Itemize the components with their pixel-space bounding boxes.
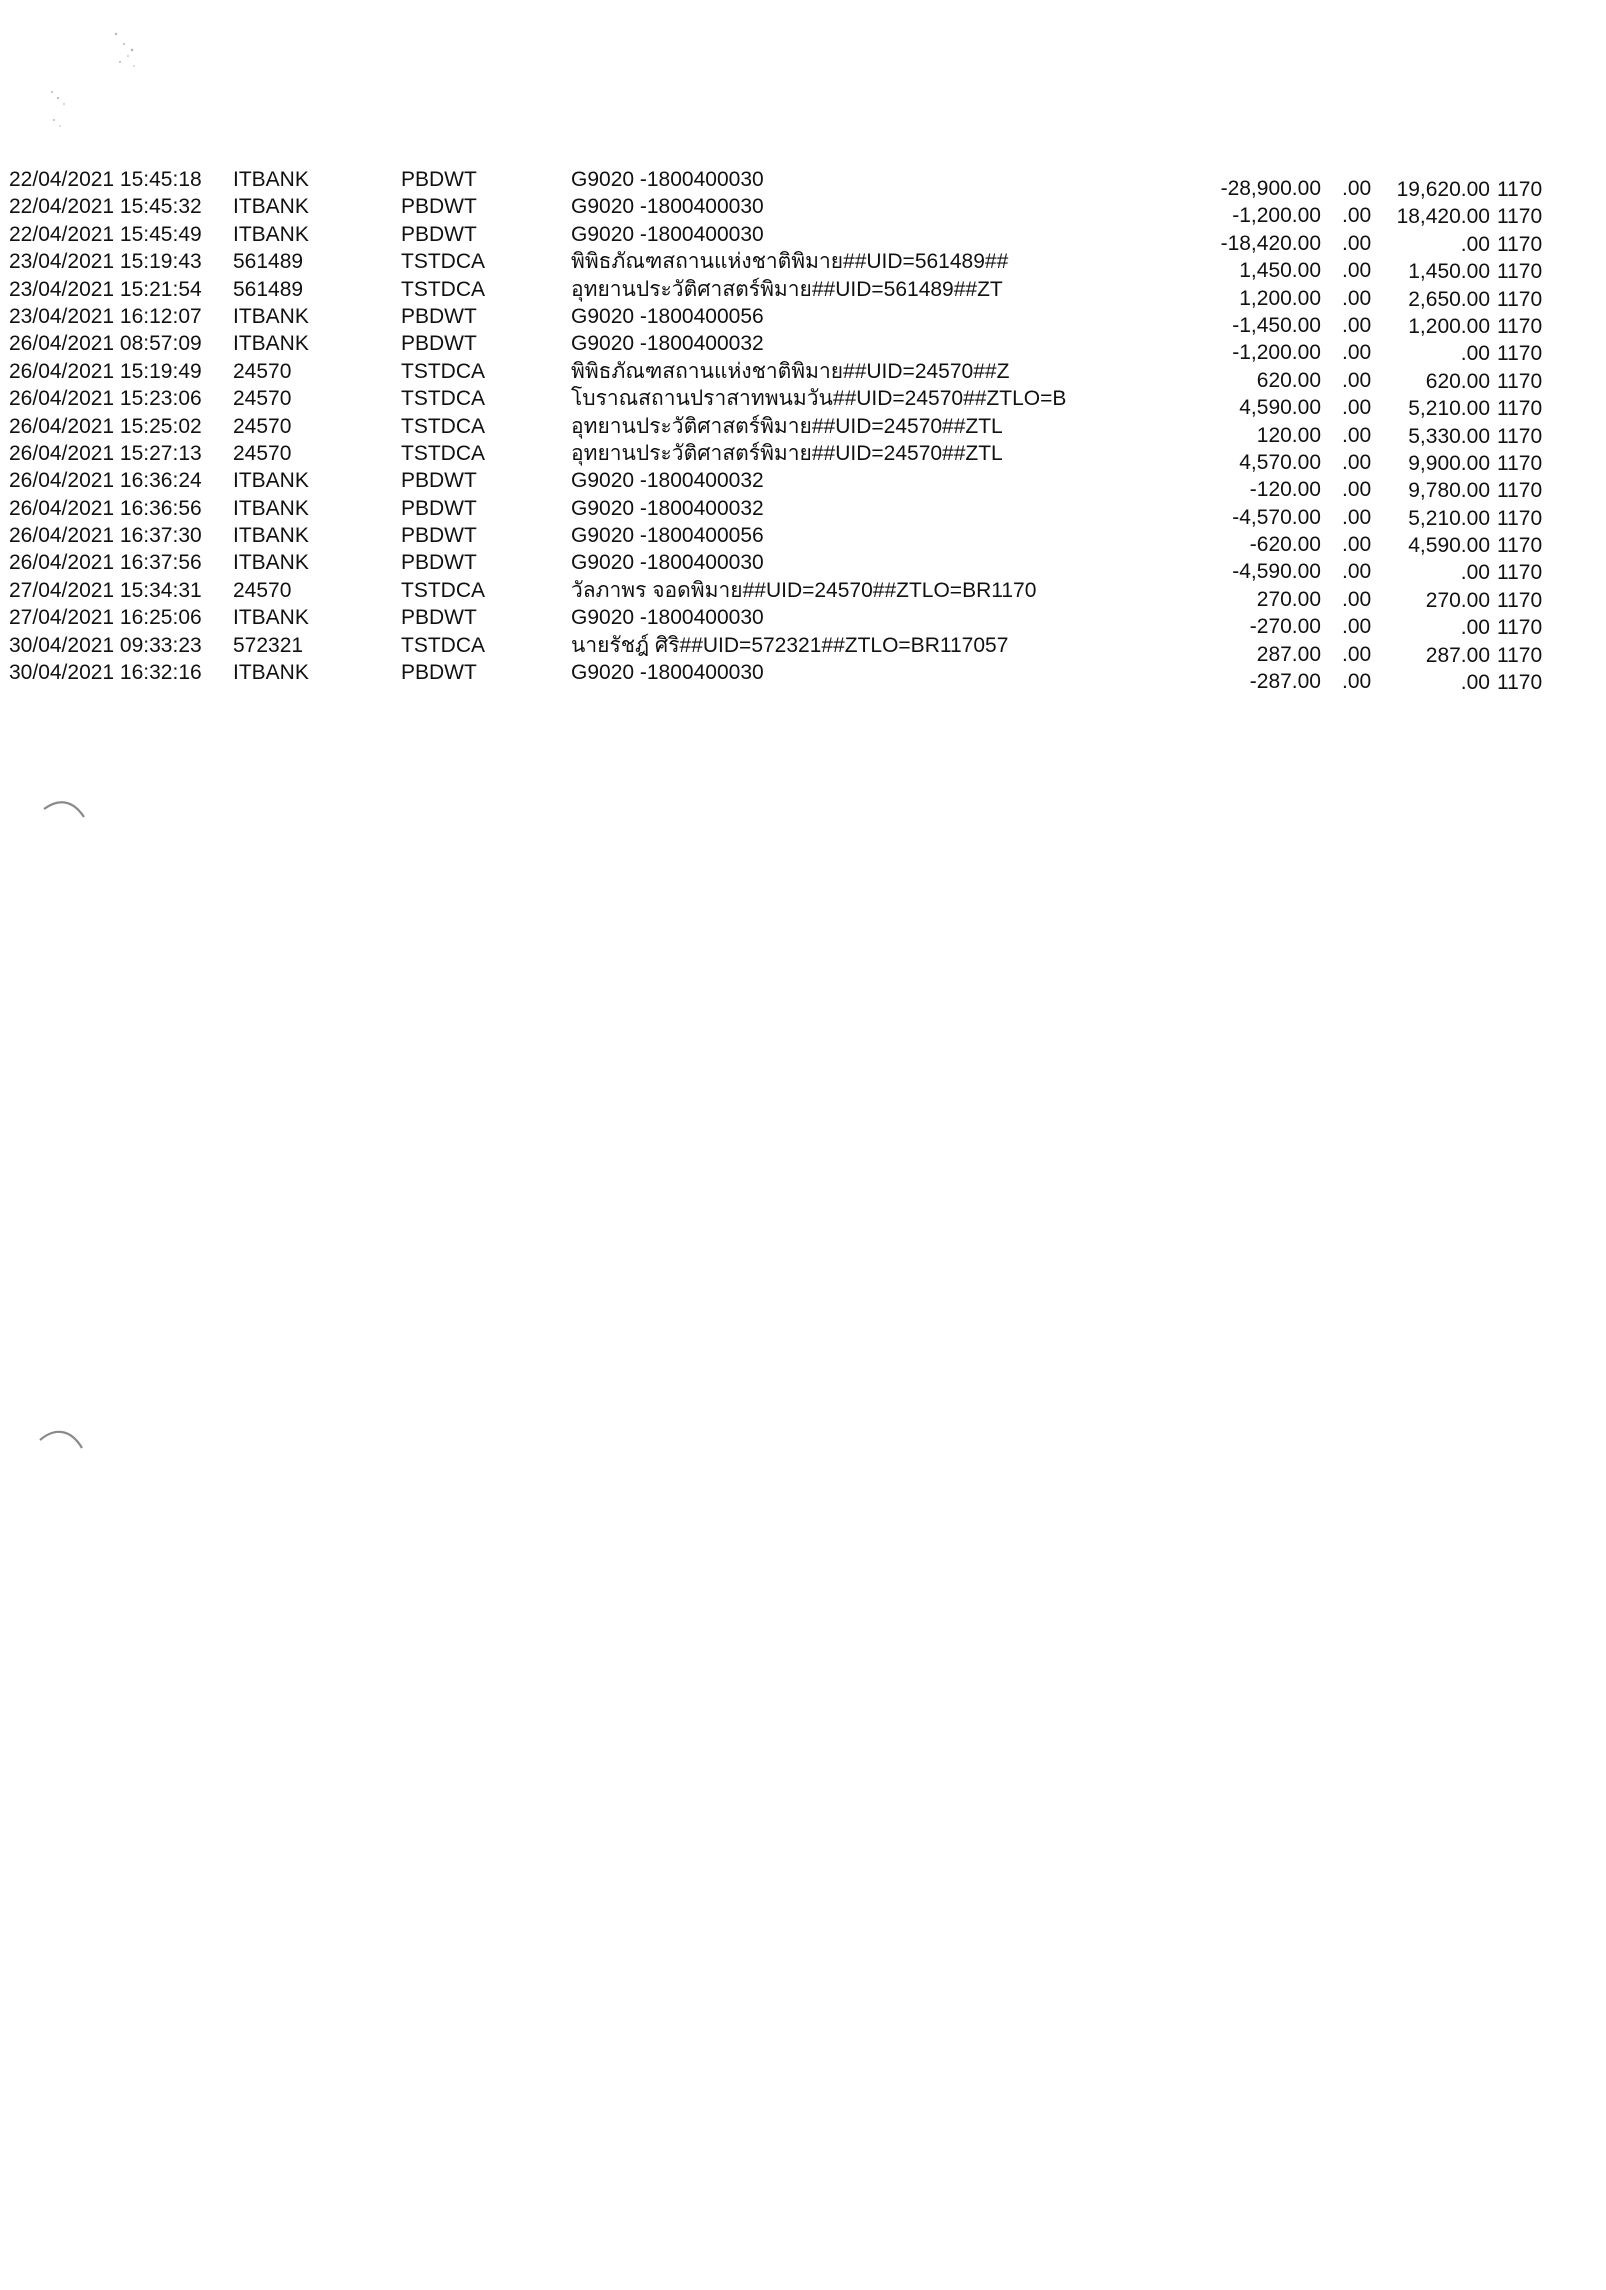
transaction-balance: 1,200.00 bbox=[1408, 314, 1490, 338]
transaction-datetime: 30/04/2021 09:33:23 bbox=[9, 633, 202, 657]
transaction-description: G9020 -1800400032 bbox=[571, 496, 764, 520]
transaction-zero-column: .00 bbox=[1342, 615, 1372, 639]
transaction-code: PBDWT bbox=[401, 524, 477, 548]
transaction-user: ITBANK bbox=[233, 524, 309, 548]
transaction-balance: 287.00 bbox=[1425, 643, 1490, 667]
transaction-branch: 1170 bbox=[1497, 369, 1543, 393]
transaction-datetime: 26/04/2021 15:25:02 bbox=[9, 414, 202, 438]
transaction-description: G9020 -1800400056 bbox=[571, 304, 764, 328]
transaction-zero-column: .00 bbox=[1342, 587, 1372, 611]
transaction-datetime: 23/04/2021 15:19:43 bbox=[9, 250, 202, 274]
transaction-code: PBDWT bbox=[401, 304, 477, 328]
transaction-datetime: 26/04/2021 15:27:13 bbox=[9, 441, 202, 465]
transaction-amount: -4,590.00 bbox=[1232, 560, 1321, 584]
table-row bbox=[0, 166, 1606, 201]
table-row bbox=[0, 221, 1606, 256]
transaction-description: พิพิธภัณฑสถานแห่งชาติพิมาย##UID=24570##Z bbox=[571, 359, 1010, 383]
transaction-branch: 1170 bbox=[1497, 314, 1543, 338]
transaction-zero-column: .00 bbox=[1342, 450, 1372, 474]
transaction-user: 561489 bbox=[233, 250, 304, 274]
transaction-user: ITBANK bbox=[233, 469, 309, 493]
transaction-balance: 4,590.00 bbox=[1408, 534, 1490, 558]
transaction-balance: 5,210.00 bbox=[1408, 397, 1490, 421]
transaction-branch: 1170 bbox=[1497, 342, 1543, 366]
table-row bbox=[0, 330, 1606, 366]
transaction-code: PBDWT bbox=[401, 606, 477, 630]
transaction-zero-column: .00 bbox=[1342, 642, 1372, 666]
transaction-amount: -620.00 bbox=[1249, 533, 1321, 557]
transaction-balance: 620.00 bbox=[1425, 369, 1490, 393]
punch-hole-mark bbox=[40, 795, 100, 835]
transaction-user: ITBANK bbox=[233, 195, 309, 219]
transaction-amount: 1,200.00 bbox=[1239, 286, 1321, 310]
transaction-branch: 1170 bbox=[1497, 205, 1543, 229]
table-row bbox=[0, 577, 1606, 612]
transaction-amount: 4,590.00 bbox=[1239, 396, 1321, 420]
transaction-zero-column: .00 bbox=[1342, 313, 1372, 337]
transaction-amount: 270.00 bbox=[1256, 587, 1321, 611]
table-row bbox=[0, 522, 1606, 558]
table-row bbox=[0, 632, 1606, 667]
transaction-description: โบราณสถานปราสาทพนมวัน##UID=24570##ZTLO=B bbox=[571, 387, 1067, 411]
transaction-code: PBDWT bbox=[401, 661, 477, 685]
transaction-datetime: 27/04/2021 16:25:06 bbox=[9, 606, 202, 630]
transaction-balance: 5,210.00 bbox=[1408, 506, 1490, 530]
transaction-user: ITBANK bbox=[233, 304, 309, 328]
transaction-datetime: 26/04/2021 08:57:09 bbox=[9, 332, 202, 356]
table-row bbox=[0, 358, 1606, 393]
transaction-code: TSTDCA bbox=[401, 414, 485, 438]
transaction-code: TSTDCA bbox=[401, 441, 485, 465]
transaction-balance: .00 bbox=[1460, 561, 1490, 585]
transaction-code: TSTDCA bbox=[401, 387, 485, 411]
transaction-user: 24570 bbox=[233, 359, 292, 383]
transaction-description: อุทยานประวัติศาสตร์พิมาย##UID=561489##ZT bbox=[571, 277, 1003, 301]
transaction-balance: 19,620.00 bbox=[1396, 178, 1490, 201]
table-row bbox=[0, 413, 1606, 448]
transaction-description: อุทยานประวัติศาสตร์พิมาย##UID=24570##ZTL bbox=[571, 441, 1003, 465]
transaction-code: TSTDCA bbox=[401, 359, 485, 383]
transaction-balance: 9,780.00 bbox=[1408, 479, 1490, 503]
table-row bbox=[0, 193, 1606, 229]
transaction-user: ITBANK bbox=[233, 606, 309, 630]
transaction-amount: 4,570.00 bbox=[1239, 450, 1321, 474]
transaction-zero-column: .00 bbox=[1342, 505, 1372, 529]
transaction-user: 24570 bbox=[233, 387, 292, 411]
transaction-balance: .00 bbox=[1460, 671, 1490, 695]
table-row bbox=[0, 467, 1606, 503]
transaction-zero-column: .00 bbox=[1342, 670, 1372, 694]
transaction-amount: 287.00 bbox=[1256, 642, 1321, 666]
transaction-branch: 1170 bbox=[1497, 451, 1543, 475]
table-row bbox=[0, 659, 1606, 695]
transaction-branch: 1170 bbox=[1497, 479, 1543, 503]
table-row bbox=[0, 440, 1606, 475]
transaction-amount: 120.00 bbox=[1256, 423, 1321, 447]
transaction-code: PBDWT bbox=[401, 195, 477, 219]
table-row bbox=[0, 385, 1606, 421]
table-row bbox=[0, 495, 1606, 530]
transaction-zero-column: .00 bbox=[1342, 341, 1372, 365]
transaction-datetime: 23/04/2021 15:21:54 bbox=[9, 277, 202, 301]
transaction-code: PBDWT bbox=[401, 469, 477, 493]
transaction-datetime: 26/04/2021 16:36:24 bbox=[9, 469, 202, 493]
transaction-zero-column: .00 bbox=[1342, 231, 1372, 255]
transaction-datetime: 22/04/2021 15:45:49 bbox=[9, 222, 202, 246]
transaction-datetime: 30/04/2021 16:32:16 bbox=[9, 661, 202, 685]
transaction-balance: 2,650.00 bbox=[1408, 287, 1490, 311]
transaction-amount: -287.00 bbox=[1249, 670, 1321, 694]
transaction-user: ITBANK bbox=[233, 551, 309, 575]
transaction-branch: 1170 bbox=[1497, 287, 1543, 311]
transaction-balance: .00 bbox=[1460, 232, 1490, 256]
transaction-branch: 1170 bbox=[1497, 178, 1543, 201]
table-row bbox=[0, 303, 1606, 338]
transaction-zero-column: .00 bbox=[1342, 177, 1372, 200]
transaction-zero-column: .00 bbox=[1342, 259, 1372, 283]
transaction-description: G9020 -1800400030 bbox=[571, 551, 764, 575]
transaction-amount: -18,420.00 bbox=[1220, 231, 1321, 255]
transaction-branch: 1170 bbox=[1497, 397, 1543, 421]
transaction-balance: 5,330.00 bbox=[1408, 424, 1490, 448]
transaction-description: G9020 -1800400056 bbox=[571, 524, 764, 548]
transaction-user: ITBANK bbox=[233, 332, 309, 356]
transaction-balance: 9,900.00 bbox=[1408, 451, 1490, 475]
transaction-branch: 1170 bbox=[1497, 671, 1543, 695]
transaction-description: G9020 -1800400030 bbox=[571, 606, 764, 630]
transaction-zero-column: .00 bbox=[1342, 533, 1372, 557]
transaction-zero-column: .00 bbox=[1342, 368, 1372, 392]
transaction-branch: 1170 bbox=[1497, 534, 1543, 558]
transaction-description: G9020 -1800400030 bbox=[571, 661, 764, 685]
transaction-description: นายรัชฎ์ ศิริ##UID=572321##ZTLO=BR117057 bbox=[571, 633, 1009, 657]
transaction-user: 24570 bbox=[233, 441, 292, 465]
transaction-description: G9020 -1800400032 bbox=[571, 469, 764, 493]
transaction-branch: 1170 bbox=[1497, 616, 1543, 640]
transaction-description: วัลภาพร จอดพิมาย##UID=24570##ZTLO=BR1170 bbox=[571, 578, 1037, 602]
transaction-amount: -28,900.00 bbox=[1220, 177, 1321, 200]
transaction-balance: .00 bbox=[1460, 616, 1490, 640]
transaction-amount: -1,450.00 bbox=[1232, 313, 1321, 337]
transaction-datetime: 26/04/2021 15:19:49 bbox=[9, 359, 202, 383]
transaction-code: PBDWT bbox=[401, 222, 477, 246]
transaction-zero-column: .00 bbox=[1342, 286, 1372, 310]
transaction-user: 572321 bbox=[233, 633, 304, 657]
transaction-description: พิพิธภัณฑสถานแห่งชาติพิมาย##UID=561489## bbox=[571, 250, 1009, 274]
table-row bbox=[0, 276, 1606, 311]
transaction-amount: -1,200.00 bbox=[1232, 341, 1321, 365]
transaction-datetime: 22/04/2021 15:45:32 bbox=[9, 195, 202, 219]
transaction-amount: 620.00 bbox=[1256, 368, 1321, 392]
transaction-datetime: 23/04/2021 16:12:07 bbox=[9, 304, 202, 328]
transaction-code: TSTDCA bbox=[401, 250, 485, 274]
transaction-balance: 270.00 bbox=[1425, 588, 1490, 612]
transaction-datetime: 27/04/2021 15:34:31 bbox=[9, 578, 202, 602]
transaction-description: G9020 -1800400030 bbox=[571, 168, 764, 191]
transaction-branch: 1170 bbox=[1497, 260, 1543, 284]
transaction-datetime: 26/04/2021 16:36:56 bbox=[9, 496, 202, 520]
transaction-user: 24570 bbox=[233, 414, 292, 438]
transaction-branch: 1170 bbox=[1497, 561, 1543, 585]
transaction-zero-column: .00 bbox=[1342, 560, 1372, 584]
transaction-code: PBDWT bbox=[401, 496, 477, 520]
transaction-user: ITBANK bbox=[233, 222, 309, 246]
transaction-branch: 1170 bbox=[1497, 588, 1543, 612]
transaction-datetime: 26/04/2021 16:37:56 bbox=[9, 551, 202, 575]
transaction-datetime: 26/04/2021 15:23:06 bbox=[9, 387, 202, 411]
transaction-user: ITBANK bbox=[233, 168, 309, 191]
transaction-amount: -1,200.00 bbox=[1232, 204, 1321, 228]
transaction-code: PBDWT bbox=[401, 551, 477, 575]
transaction-datetime: 22/04/2021 15:45:18 bbox=[9, 168, 202, 191]
transaction-code: TSTDCA bbox=[401, 277, 485, 301]
transaction-code: PBDWT bbox=[401, 332, 477, 356]
transaction-code: TSTDCA bbox=[401, 633, 485, 657]
transaction-zero-column: .00 bbox=[1342, 204, 1372, 228]
transaction-amount: 1,450.00 bbox=[1239, 259, 1321, 283]
transaction-amount: -270.00 bbox=[1249, 615, 1321, 639]
transaction-amount: -120.00 bbox=[1249, 478, 1321, 502]
scan-speck-marks bbox=[30, 20, 160, 140]
transaction-code: TSTDCA bbox=[401, 578, 485, 602]
transaction-datetime: 26/04/2021 16:37:30 bbox=[9, 524, 202, 548]
table-row bbox=[0, 248, 1606, 284]
transaction-branch: 1170 bbox=[1497, 232, 1543, 256]
transaction-balance: 18,420.00 bbox=[1396, 205, 1490, 229]
transaction-balance: .00 bbox=[1460, 342, 1490, 366]
table-row bbox=[0, 604, 1606, 640]
punch-hole-mark bbox=[36, 1424, 96, 1464]
table-row bbox=[0, 549, 1606, 585]
transaction-user: 24570 bbox=[233, 578, 292, 602]
transaction-zero-column: .00 bbox=[1342, 478, 1372, 502]
transaction-user: 561489 bbox=[233, 277, 304, 301]
transaction-description: อุทยานประวัติศาสตร์พิมาย##UID=24570##ZTL bbox=[571, 414, 1003, 438]
transaction-description: G9020 -1800400032 bbox=[571, 332, 764, 356]
transaction-user: ITBANK bbox=[233, 496, 309, 520]
transaction-zero-column: .00 bbox=[1342, 423, 1372, 447]
transaction-branch: 1170 bbox=[1497, 506, 1543, 530]
transaction-user: ITBANK bbox=[233, 661, 309, 685]
transaction-description: G9020 -1800400030 bbox=[571, 195, 764, 219]
transaction-ledger bbox=[0, 166, 1606, 695]
transaction-description: G9020 -1800400030 bbox=[571, 222, 764, 246]
transaction-branch: 1170 bbox=[1497, 424, 1543, 448]
transaction-branch: 1170 bbox=[1497, 643, 1543, 667]
transaction-amount: -4,570.00 bbox=[1232, 505, 1321, 529]
transaction-balance: 1,450.00 bbox=[1408, 260, 1490, 284]
transaction-code: PBDWT bbox=[401, 168, 477, 191]
transaction-zero-column: .00 bbox=[1342, 396, 1372, 420]
